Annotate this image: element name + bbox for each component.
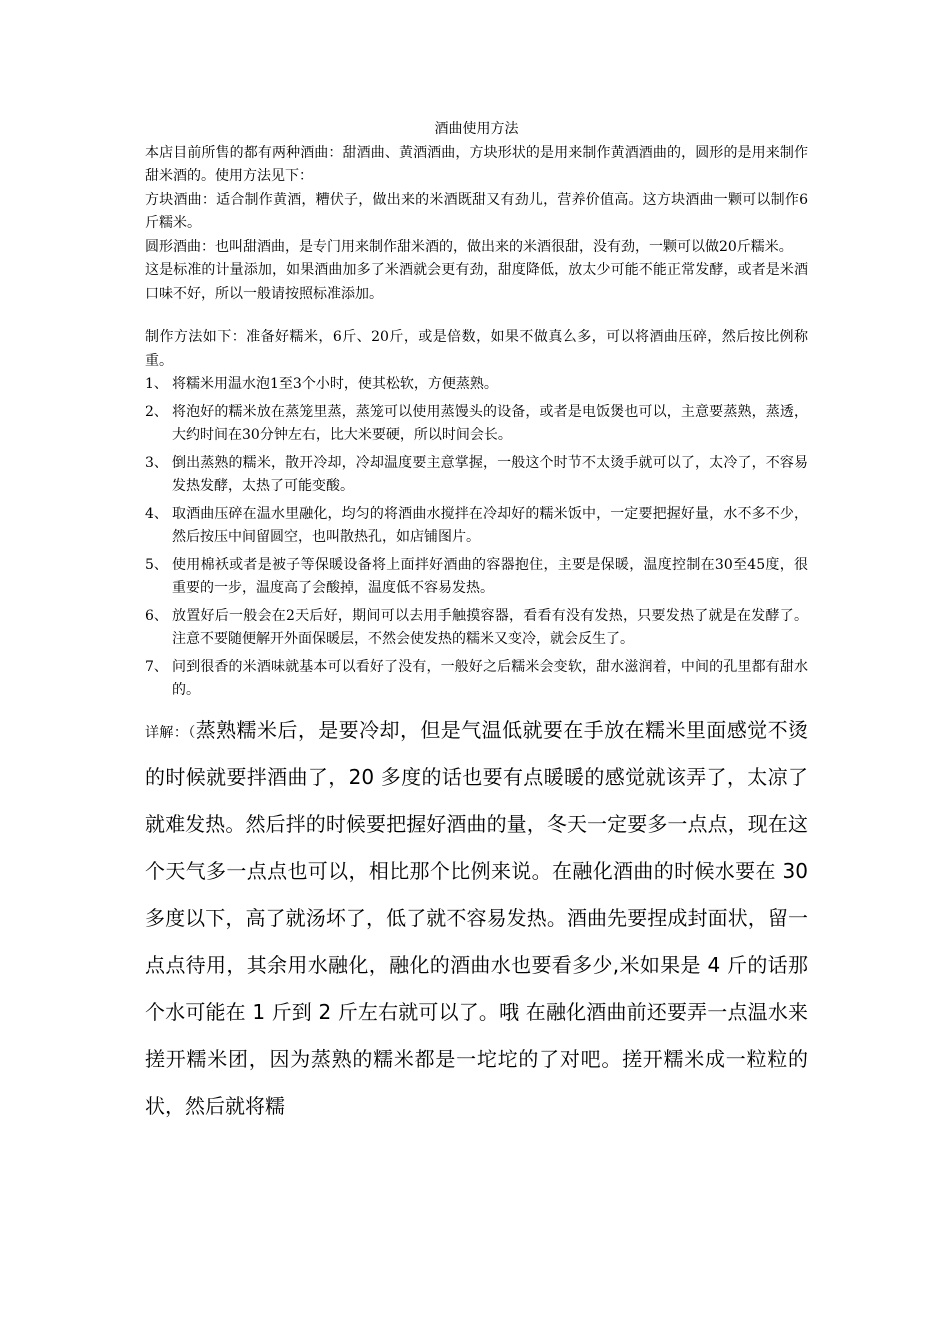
blank-line [145,306,808,326]
method-intro: 制作方法如下：准备好糯米，6斤、20斤，或是倍数，如果不做真么多，可以将酒曲压碎，然后按比例称重。 [145,329,808,369]
intro-paragraph-1: 本店目前所售的都有两种酒曲：甜酒曲、黄酒酒曲，方块形状的是用来制作黄酒酒曲的，圆形的是用来制作甜米酒的。使用方法见下： [145,144,808,184]
step-text: 将泡好的糯米放在蒸笼里蒸，蒸笼可以使用蒸馒头的设备，或者是电饭煲也可以，主意要蒸熟，蒸透，大约时间在30分钟左右，比大米要硬，所以时间会长。 [172,403,808,443]
step-number: 5、 [145,556,168,573]
step-text: 使用棉袄或者是被子等保暖设备将上面拌好酒曲的容器抱住，主要是保暖，温度控制在30至45度，很重要的一步，温度高了会酸掉，温度低不容易发热。 [172,556,808,596]
step-text: 倒出蒸熟的糯米，散开冷却，冷却温度要主意掌握，一般这个时节不太烫手就可以了，太冷了，不容易发热发酵，太热了可能变酸。 [172,454,808,494]
step-text: 问到很香的米酒味就基本可以看好了没有，一般好之后糯米会变软，甜水滋润着，中间的孔里都有甜水的。 [172,658,808,698]
intro-paragraph-dosage: 这是标准的计量添加，如果酒曲加多了米酒就会更有劲，甜度降低，放太少可能不能正常发酵，或者是米酒口味不好，所以一般请按照标准添加。 [145,262,808,302]
document-page [145,118,808,1144]
list-item [145,452,808,499]
list-item [145,554,808,601]
list-item [145,605,808,652]
intro-paragraph-square-yeast: 方块酒曲：适合制作黄酒，糟伏子，做出来的米酒既甜又有劲儿，营养价值高。这方块酒曲一颗可以制作6斤糯米。 [145,191,808,231]
step-text: 将糯米用温水泡1至3个小时，使其松软，方便蒸熟。 [172,376,498,392]
step-text: 取酒曲压碎在温水里融化，均匀的将酒曲水搅拌在冷却好的糯米饭中，一定要把握好量，水不多不少，然后按压中间留圆空，也叫散热孔，如店铺图片。 [172,505,808,545]
step-number: 2、 [145,403,168,420]
step-number: 6、 [145,607,168,624]
detail-text: 蒸熟糯米后，是要冷却，但是气温低就要在手放在糯米里面感觉不烫的时候就要拌酒曲了，20 多度的话也要有点暖暖的感觉就该弄了，太凉了就难发热。然后拌的时候要把握好酒曲的量，冬天一定要多一点点，现在这个天气多一点点也可以，相比那个比例来说。在融化酒曲的时候水要在 30 多度以下，高了就汤坏了，低了就不容易发热。酒曲先要捏成封面状，留一点点待用，其余用水融化，融化的酒曲水也要看多少,米如果是 4 斤的话那个水可能在 1 斤到 2 斤左右就可以了。哦 在融化酒曲前还要弄一点温水来搓开糯米团，因为蒸熟的糯米都是一坨坨的了对吧。搓开糯米成一粒粒的状，然后就将糯 [145,717,809,1118]
step-number: 7、 [145,658,168,675]
list-item [145,503,808,550]
step-number: 4、 [145,505,168,522]
detail-paragraph [145,707,808,1130]
steps-list [145,373,808,703]
list-item [145,373,808,397]
document-title: 酒曲使用方法 [434,121,519,137]
step-number: 1、 [145,376,168,392]
intro-paragraph-round-yeast: 圆形酒曲：也叫甜酒曲，是专门用来制作甜米酒的，做出来的米酒很甜，没有劲，一颗可以做20斤糯米。 [145,238,793,255]
detail-label: 详解：（ [145,724,196,741]
list-item [145,401,808,448]
list-item [145,656,808,703]
step-text: 放置好后一般会在2天后好，期间可以去用手触摸容器，看看有没有发热，只要发热了就是在发酵了。注意不要随便解开外面保暖层，不然会使发热的糯米又变冷，就会反生了。 [172,607,808,647]
step-number: 3、 [145,454,168,471]
